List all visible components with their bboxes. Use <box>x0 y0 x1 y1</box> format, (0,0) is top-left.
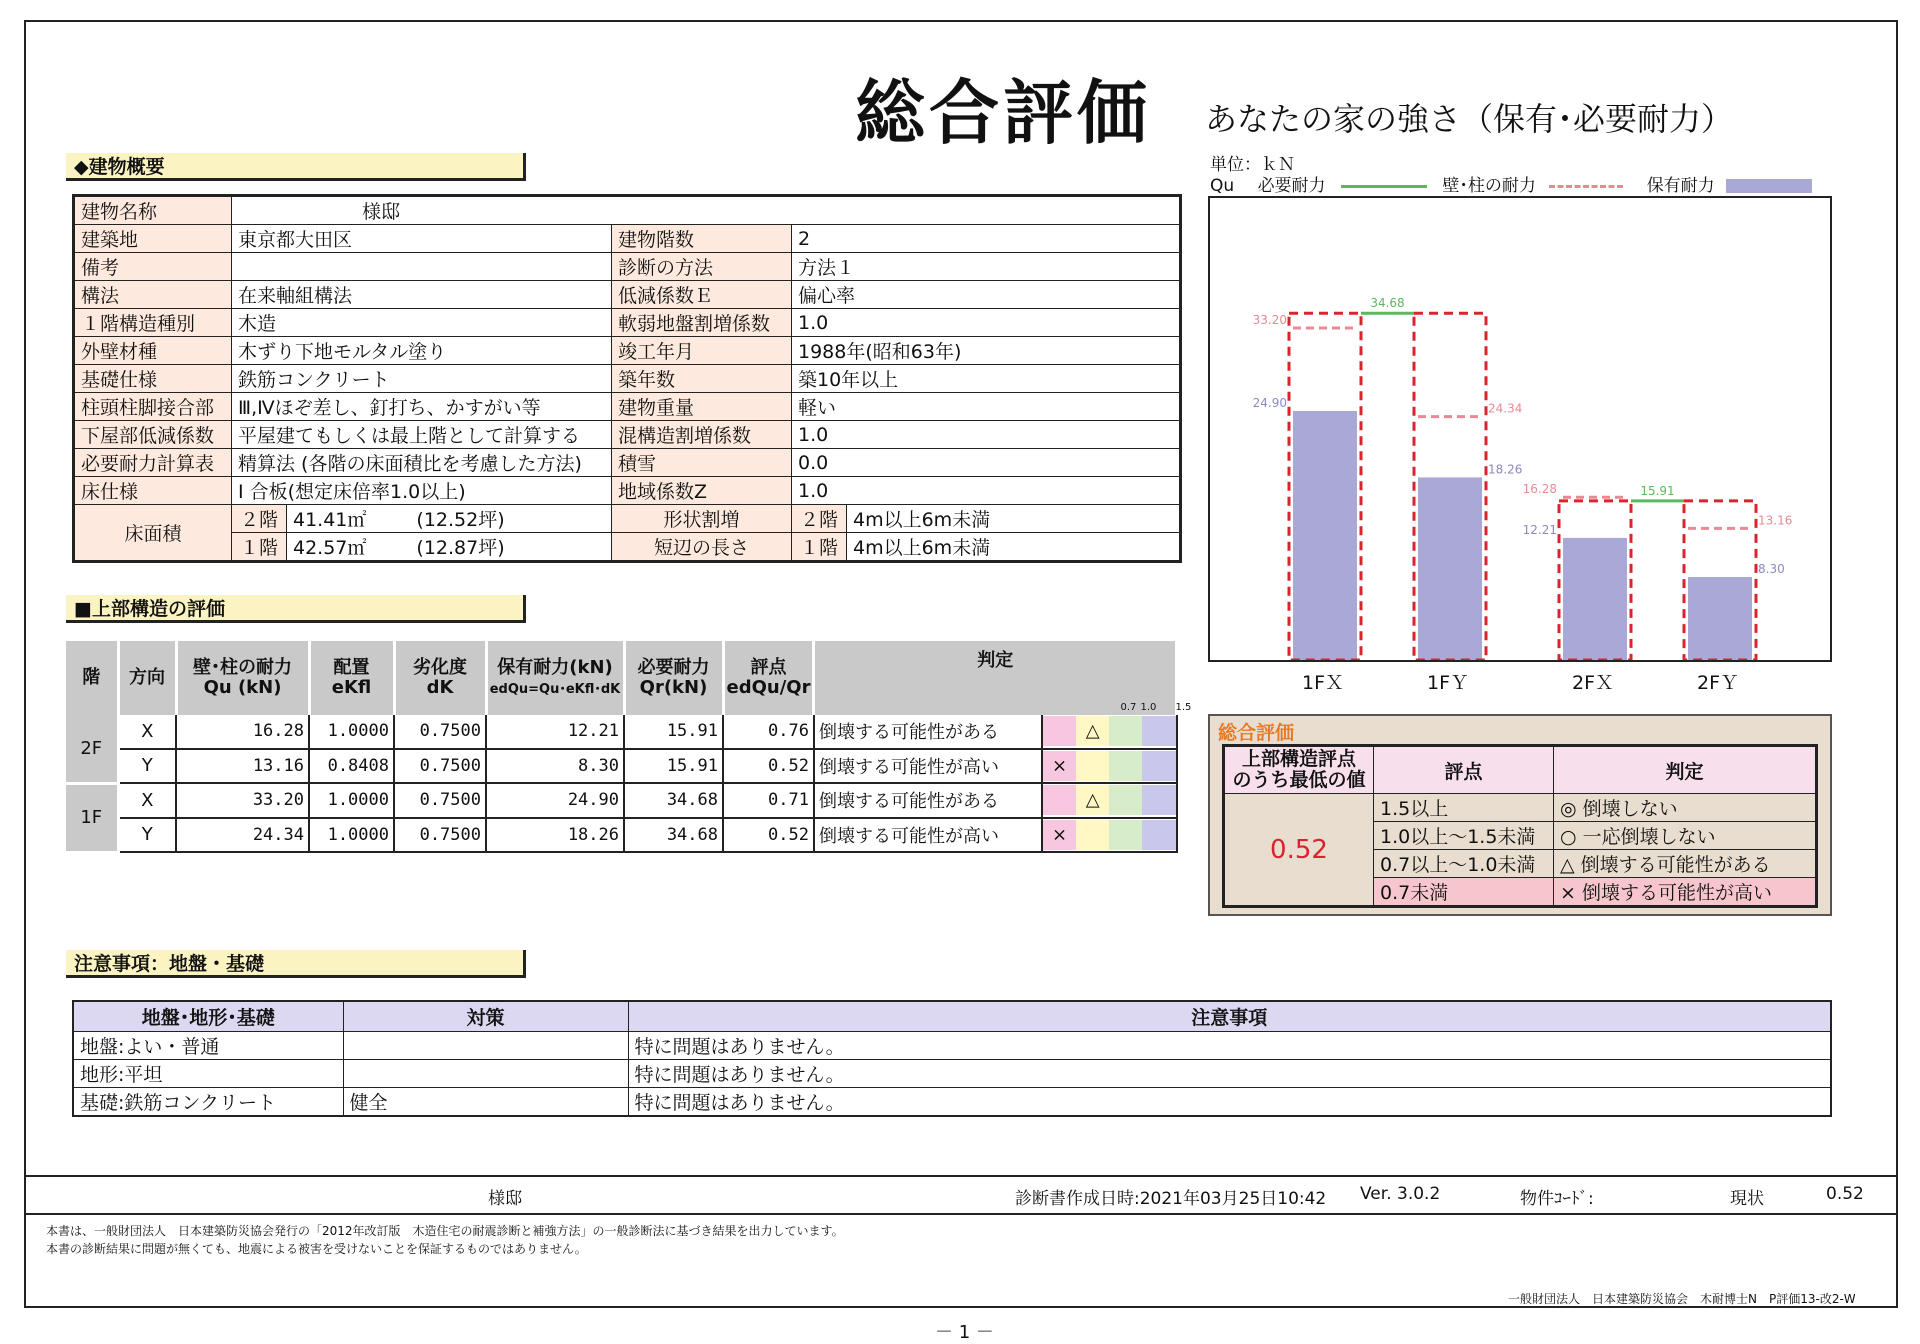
col-dk: 劣化度 dK <box>394 641 486 715</box>
row-label: 低減係数Ｅ <box>612 281 792 309</box>
table-row <box>74 309 1181 337</box>
scale-segment <box>1142 785 1175 815</box>
col-dir: 方向 <box>118 641 176 715</box>
row-label: 積雪 <box>612 449 792 477</box>
col-floor: 階 <box>66 641 118 715</box>
table-row <box>74 365 1181 393</box>
row-label: 構法 <box>74 281 232 309</box>
chart-legend: Qu 必要耐力 壁･柱の耐力 保有耐力 <box>1210 171 1812 196</box>
wall-value-label: 13.16 <box>1758 513 1793 528</box>
table-row <box>66 783 1177 818</box>
cell-score: 0.76 <box>723 715 814 749</box>
row-value: 1.0 <box>792 477 1181 505</box>
notes-h1: 地盤･地形･基礎 <box>73 1001 343 1032</box>
cell-score: 0.71 <box>723 783 814 818</box>
scale-segment <box>1043 785 1076 815</box>
note-cell: 基礎:鉄筋コンクリート <box>73 1088 343 1117</box>
range-cell: 0.7以上～1.0未満 <box>1374 850 1554 878</box>
row-label: 床仕様 <box>74 477 232 505</box>
row-value: 0.0 <box>792 449 1181 477</box>
cell-edqu: 12.21 <box>486 715 624 749</box>
notes-h2: 対策 <box>343 1001 628 1032</box>
floor-2-area: 41.41㎡ (12.52坪) <box>287 505 612 533</box>
row-value: 平屋建てもしくは最上階として計算する <box>232 421 612 449</box>
note-cell: 地形:平坦 <box>73 1060 343 1088</box>
floor-label: 1F <box>66 783 118 852</box>
judge-scale <box>1043 785 1176 815</box>
cell-score: 0.52 <box>723 818 814 853</box>
held-value-label: 18.26 <box>1488 462 1523 477</box>
legend-held-swatch <box>1726 179 1812 193</box>
note-cell: 健全 <box>343 1088 628 1117</box>
held-value-label: 12.21 <box>1522 522 1557 537</box>
scale-segment <box>1109 785 1142 815</box>
wall-value-label: 33.20 <box>1252 313 1287 327</box>
overall-panel <box>1208 714 1832 916</box>
judge-bar <box>1042 818 1177 853</box>
row-label: 建築地 <box>74 225 232 253</box>
upper-table <box>66 641 1192 854</box>
row-value: Ⅰ 合板(想定床倍率1.0以上) <box>232 477 612 505</box>
table-row <box>66 715 1177 749</box>
scale-segment <box>1109 820 1142 850</box>
cell-judge: 倒壊する可能性が高い <box>814 749 1042 784</box>
scale-segment <box>1043 716 1076 746</box>
row-label: 診断の方法 <box>612 253 792 281</box>
judge-mark: × <box>1051 755 1068 777</box>
held-bar <box>1688 577 1752 660</box>
row-label: 外壁材種 <box>74 337 232 365</box>
note-cell: 特に問題はありません。 <box>628 1060 1831 1088</box>
cell-qu: 16.28 <box>176 715 309 749</box>
row-value <box>232 253 612 281</box>
held-value-label: 8.30 <box>1758 562 1785 576</box>
scale-segment <box>1076 751 1109 781</box>
row-label: 建物重量 <box>612 393 792 421</box>
required-value-label: 34.68 <box>1370 296 1405 311</box>
disclaimer-2: 本書の診断結果に問題が無くても、地震による被害を受けないことを保証するものではありません。 <box>46 1242 587 1256</box>
range-cell: 0.7未満 <box>1374 878 1554 907</box>
chart-unit: 単位：ｋＮ <box>1210 155 1295 175</box>
table-row <box>74 225 1181 253</box>
building-name: 様邸 <box>232 196 1181 225</box>
scale-segment <box>1109 751 1142 781</box>
row-label: 柱頭柱脚接合部 <box>74 393 232 421</box>
category-label: 1FＸ <box>1301 672 1345 694</box>
cell-judge: 倒壊する可能性が高い <box>814 818 1042 853</box>
overall-h1: 上部構造評点 のうち最低の値 <box>1224 746 1374 794</box>
judge-bar <box>1042 715 1177 749</box>
cell-qu: 13.16 <box>176 749 309 784</box>
table-row <box>66 749 1177 784</box>
col-ekfl: 配置 eKfl <box>309 641 394 715</box>
cell-dk: 0.7500 <box>394 783 486 818</box>
held-bar <box>1293 411 1357 660</box>
footer-divider <box>24 1213 1898 1215</box>
footer-name: 様邸 <box>488 1189 522 1209</box>
category-label: 1FＹ <box>1426 672 1470 694</box>
floor-1-area: 42.57㎡ (12.87坪) <box>287 533 612 562</box>
legend-required-line <box>1341 185 1427 188</box>
building-name-label: 建物名称 <box>74 196 232 225</box>
judge-cell: × 倒壊する可能性が高い <box>1554 878 1817 907</box>
section-building: ◆建物概要 <box>66 153 526 181</box>
chart-title: あなたの家の強さ（保有･必要耐力） <box>1205 100 1734 138</box>
table-row <box>74 337 1181 365</box>
row-value: 軽い <box>792 393 1181 421</box>
row-label: 地域係数Z <box>612 477 792 505</box>
required-value-label: 15.91 <box>1640 483 1675 498</box>
held-bar <box>1418 477 1482 660</box>
scale-segment <box>1142 820 1175 850</box>
footer-version: Ver. 3.0.2 <box>1360 1184 1441 1204</box>
cell-dk: 0.7500 <box>394 818 486 853</box>
cell-ekfl: 1.0000 <box>309 715 394 749</box>
shape-1-floor: １階 <box>792 533 847 562</box>
publisher: 一般財団法人 日本建築防災協会 木耐博士N P評価13-改2-W <box>1508 1292 1856 1306</box>
cell-edqu: 8.30 <box>486 749 624 784</box>
note-cell <box>343 1060 628 1088</box>
row-label: 軟弱地盤割増係数 <box>612 309 792 337</box>
row-value: 築10年以上 <box>792 365 1181 393</box>
cell-qr: 15.91 <box>624 715 723 749</box>
table-row <box>74 281 1181 309</box>
shape-label-1: 形状割増 <box>612 505 792 533</box>
table-row <box>74 505 1181 533</box>
judge-cell: ◎ 倒壊しない <box>1554 794 1817 822</box>
col-qr: 必要耐力 Qr(kN) <box>624 641 723 715</box>
footer-divider <box>24 1175 1898 1177</box>
cell-dir: Y <box>118 749 176 784</box>
row-value: 偏心率 <box>792 281 1181 309</box>
table-row <box>74 253 1181 281</box>
floor-2-label: ２階 <box>232 505 287 533</box>
cell-ekfl: 1.0000 <box>309 783 394 818</box>
strength-chart <box>1210 198 1830 660</box>
scale-segment <box>1076 716 1109 746</box>
footer-date: 診断書作成日時:2021年03月25日10:42 <box>1015 1189 1327 1209</box>
notes-h3: 注意事項 <box>628 1001 1831 1032</box>
chart-area <box>1208 196 1832 662</box>
footer-status: 現状 <box>1730 1189 1764 1209</box>
cell-qu: 24.34 <box>176 818 309 853</box>
note-cell: 特に問題はありません。 <box>628 1032 1831 1060</box>
cell-qr: 15.91 <box>624 749 723 784</box>
row-label: 築年数 <box>612 365 792 393</box>
row-value: 2 <box>792 225 1181 253</box>
wall-value-label: 24.34 <box>1488 401 1523 416</box>
building-table <box>72 194 1182 563</box>
shape-2-floor: ２階 <box>792 505 847 533</box>
scale-segment <box>1043 751 1076 781</box>
row-label: 建物階数 <box>612 225 792 253</box>
table-row <box>74 477 1181 505</box>
row-label: 下屋部低減係数 <box>74 421 232 449</box>
col-judge: 判定 0.7 1.0 1.5 <box>814 641 1177 715</box>
held-bar <box>1563 538 1627 660</box>
row-label: 備考 <box>74 253 232 281</box>
row-label: 竣工年月 <box>612 337 792 365</box>
cell-dir: X <box>118 783 176 818</box>
row-value: 木ずり下地モルタル塗り <box>232 337 612 365</box>
held-value-label: 24.90 <box>1252 396 1287 410</box>
floor-label: 2F <box>66 715 118 783</box>
judge-cell: △ 倒壊する可能性がある <box>1554 850 1817 878</box>
table-header <box>66 641 1177 715</box>
judge-cell: ○ 一応倒壊しない <box>1554 822 1817 850</box>
row-value: 1.0 <box>792 309 1181 337</box>
table-row <box>73 1060 1831 1088</box>
table-row <box>74 393 1181 421</box>
page-title: 総合評価 <box>855 72 1151 154</box>
row-label: 混構造割増係数 <box>612 421 792 449</box>
scale-segment <box>1076 820 1109 850</box>
cell-dir: Y <box>118 818 176 853</box>
row-label: 基礎仕様 <box>74 365 232 393</box>
scale-segment <box>1109 716 1142 746</box>
legend-wall-line <box>1549 185 1623 188</box>
row-value: 在来軸組構法 <box>232 281 612 309</box>
scale-segment <box>1043 820 1076 850</box>
cell-dk: 0.7500 <box>394 715 486 749</box>
row-value: 1988年(昭和63年) <box>792 337 1181 365</box>
row-value: 木造 <box>232 309 612 337</box>
cell-qr: 34.68 <box>624 783 723 818</box>
col-edqu: 保有耐力(kN) edQu=Qu･eKfl･dK <box>486 641 624 715</box>
judge-mark: △ <box>1085 789 1100 811</box>
overall-h3: 判定 <box>1554 746 1817 794</box>
cell-ekfl: 1.0000 <box>309 818 394 853</box>
table-row <box>74 421 1181 449</box>
row-value: Ⅲ,Ⅳほぞ差し、釘打ち、かすがい等 <box>232 393 612 421</box>
table-row <box>73 1032 1831 1060</box>
judge-mark: △ <box>1085 720 1100 742</box>
row-label: １階構造種別 <box>74 309 232 337</box>
row-value: 東京都大田区 <box>232 225 612 253</box>
cell-judge: 倒壊する可能性がある <box>814 783 1042 818</box>
page-number: － 1 － <box>935 1322 994 1343</box>
table-row <box>74 533 1181 562</box>
judge-bar <box>1042 749 1177 784</box>
scale-segment <box>1142 716 1175 746</box>
disclaimer-1: 本書は、一般財団法人 日本建築防災協会発行の「2012年改訂版 木造住宅の耐震診断と補強方法」の一般診断法に基づき結果を出力しています。 <box>46 1224 844 1238</box>
judge-scale <box>1043 751 1176 781</box>
floor-area-label: 床面積 <box>74 505 232 562</box>
table-row <box>1224 794 1817 822</box>
cell-edqu: 24.90 <box>486 783 624 818</box>
row-value: 方法１ <box>792 253 1181 281</box>
table-row <box>74 449 1181 477</box>
section-notes: 注意事項：地盤・基礎 <box>66 950 526 978</box>
cell-judge: 倒壊する可能性がある <box>814 715 1042 749</box>
scale-segment <box>1076 785 1109 815</box>
row-label: 必要耐力計算表 <box>74 449 232 477</box>
col-score: 評点 edQu/Qr <box>723 641 814 715</box>
overall-h2: 評点 <box>1374 746 1554 794</box>
cell-ekfl: 0.8408 <box>309 749 394 784</box>
cell-qr: 34.68 <box>624 818 723 853</box>
cell-dir: X <box>118 715 176 749</box>
cell-qu: 33.20 <box>176 783 309 818</box>
shape-label-2: 短辺の長さ <box>612 533 792 562</box>
overall-table <box>1222 744 1818 908</box>
table-row <box>73 1088 1831 1117</box>
cell-dk: 0.7500 <box>394 749 486 784</box>
category-label: 2FＸ <box>1571 672 1615 694</box>
note-cell <box>343 1032 628 1060</box>
note-cell: 特に問題はありません。 <box>628 1088 1831 1117</box>
wall-value-label: 16.28 <box>1522 482 1557 497</box>
category-label: 2FＹ <box>1696 672 1740 694</box>
shape-1-value: 4m以上6m未満 <box>847 533 1181 562</box>
table-row <box>66 818 1177 853</box>
cell-edqu: 18.26 <box>486 818 624 853</box>
footer-score: 0.52 <box>1826 1184 1864 1204</box>
notes-table <box>72 1000 1832 1117</box>
range-cell: 1.5以上 <box>1374 794 1554 822</box>
range-cell: 1.0以上～1.5未満 <box>1374 822 1554 850</box>
floor-1-label: １階 <box>232 533 287 562</box>
judge-scale <box>1043 716 1176 746</box>
overall-value: 0.52 <box>1224 794 1374 907</box>
footer-code: 物件ｺｰﾄﾞ: <box>1520 1189 1594 1209</box>
note-cell: 地盤:よい・普通 <box>73 1032 343 1060</box>
judge-bar <box>1042 783 1177 818</box>
section-upper: ■上部構造の評価 <box>66 595 526 623</box>
table-row <box>74 196 1181 225</box>
cell-score: 0.52 <box>723 749 814 784</box>
judge-scale <box>1043 820 1176 850</box>
overall-title: 総合評価 <box>1218 722 1295 744</box>
col-qu: 壁･柱の耐力 Qu (kN) <box>176 641 309 715</box>
scale-segment <box>1142 751 1175 781</box>
judge-mark: × <box>1051 824 1068 846</box>
row-value: 1.0 <box>792 421 1181 449</box>
row-value: 精算法 (各階の床面積比を考慮した方法) <box>232 449 612 477</box>
row-value: 鉄筋コンクリート <box>232 365 612 393</box>
shape-2-value: 4m以上6m未満 <box>847 505 1181 533</box>
